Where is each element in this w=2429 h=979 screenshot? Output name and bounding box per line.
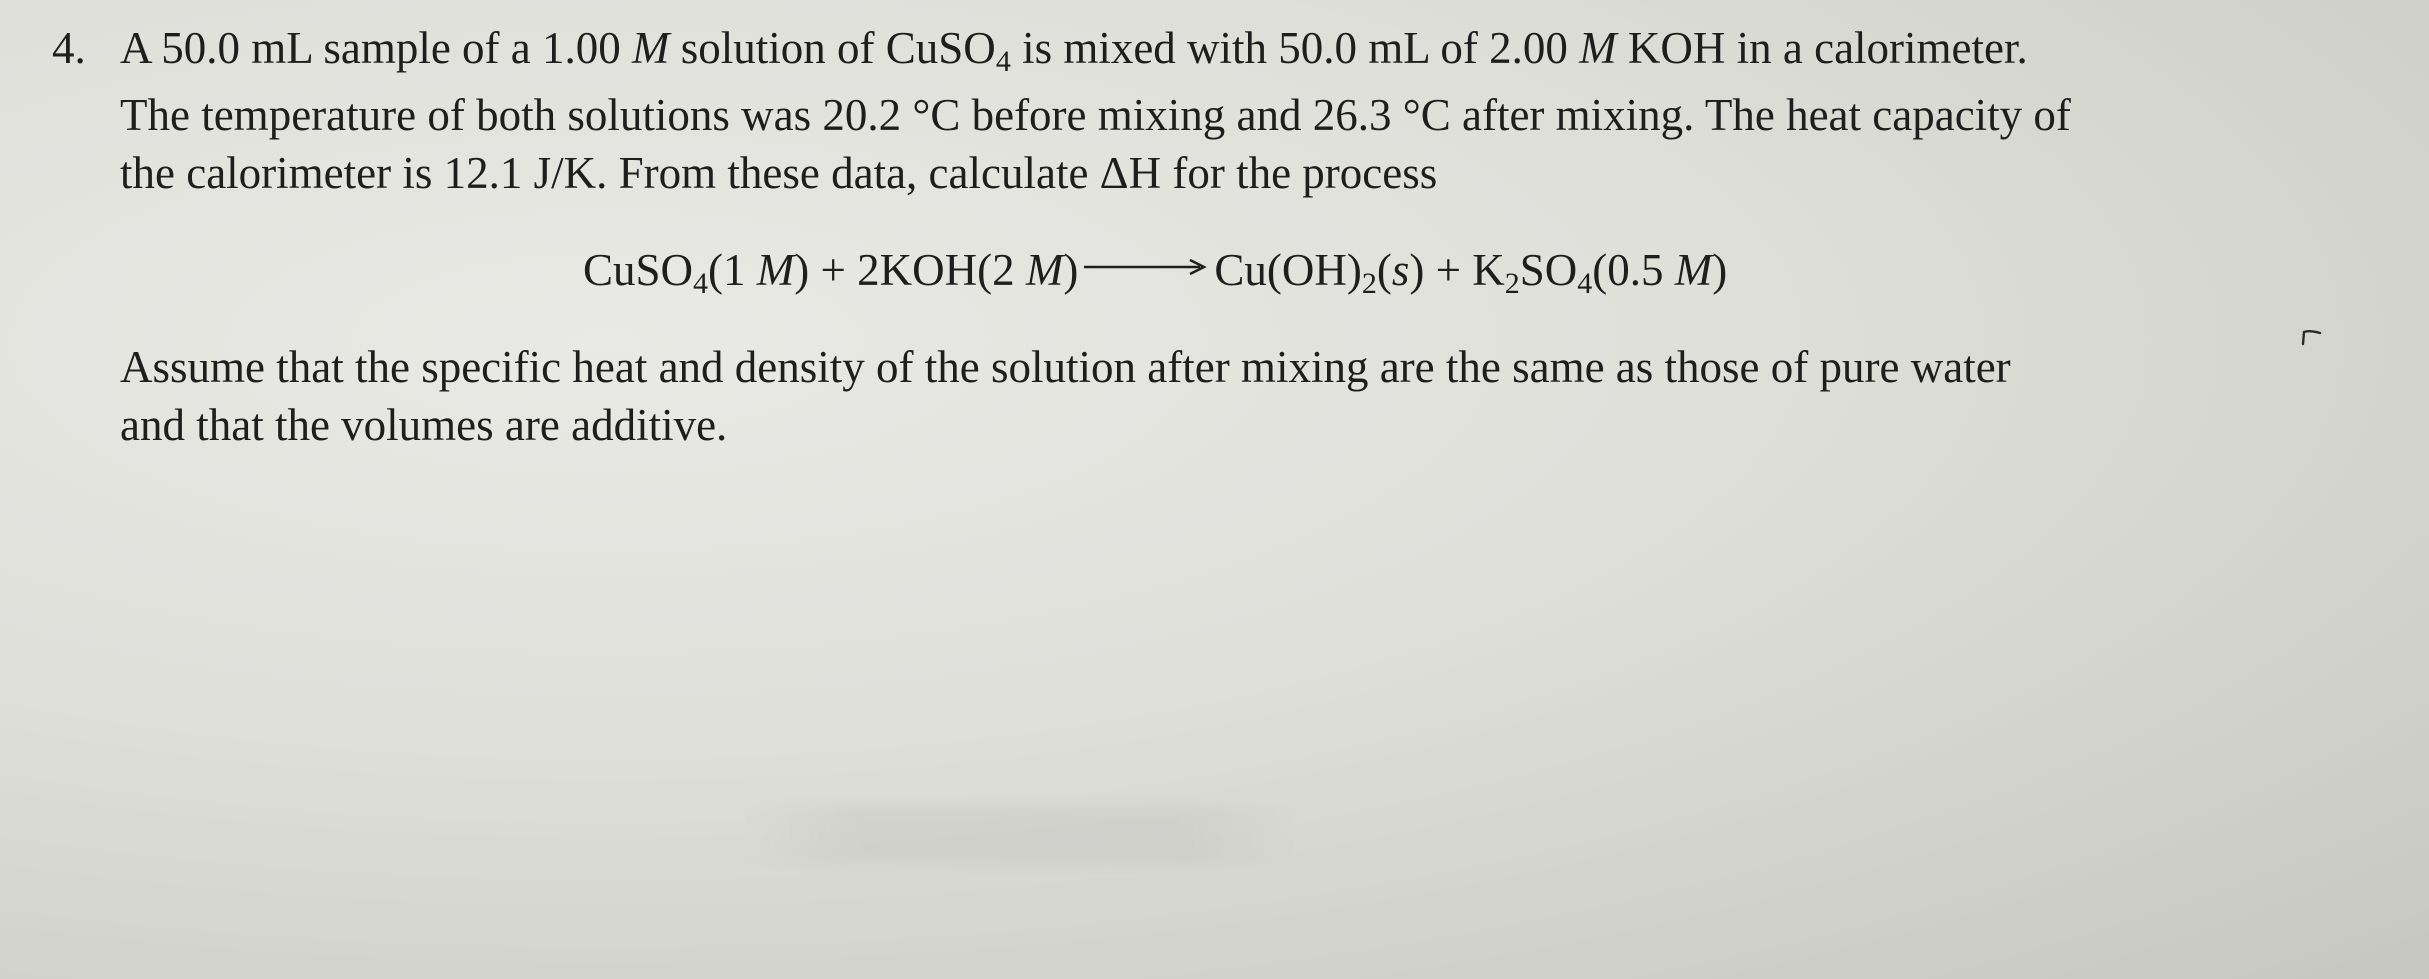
molarity-symbol: M: [1579, 23, 1617, 73]
text-segment: for the process: [1161, 148, 1438, 198]
molarity-symbol: M: [756, 245, 795, 295]
formula-text: (0.5: [1592, 245, 1675, 295]
subscript: 2: [1504, 267, 1520, 300]
subscript: 2: [1361, 267, 1377, 300]
formula-text: ): [1712, 245, 1728, 295]
formula-text: ) + K: [1409, 245, 1505, 295]
problem-number: 4.: [52, 23, 86, 73]
molarity-symbol: M: [1674, 245, 1713, 295]
text-segment: solution of CuSO: [669, 23, 996, 73]
subscript: 4: [1577, 267, 1593, 300]
problem-line-2: The temperature of both solutions was 20.2 °C before mixing and 26.3 °C after mixing. The heat capacity of: [120, 90, 2071, 140]
problem-line-1: [120, 18, 2028, 78]
problem-line-3: [120, 143, 1437, 203]
subscript: 4: [693, 267, 709, 300]
bleed-through-text: [740, 805, 1300, 865]
formula-text: (: [1376, 245, 1392, 295]
formula-text: CuSO: [583, 245, 694, 295]
molarity-symbol: M: [632, 23, 670, 73]
text-segment: A 50.0 mL sample of a 1.00: [120, 23, 633, 73]
problem-line-5: and that the volumes are additive.: [120, 400, 728, 450]
right-arrow-icon: [1082, 257, 1210, 277]
pen-mark-icon: [2300, 328, 2324, 346]
subscript: 4: [995, 45, 1011, 78]
text-segment: is mixed with 50.0 mL of 2.00: [1010, 23, 1580, 73]
formula-text: (1: [708, 245, 757, 295]
formula-text: ): [1063, 245, 1079, 295]
chemical-equation: [583, 240, 1727, 300]
formula-text: SO: [1519, 245, 1578, 295]
formula-text: ) + 2KOH(2: [794, 245, 1026, 295]
text-segment: KOH in a calorimeter.: [1616, 23, 2028, 73]
formula-text: Cu(OH): [1214, 245, 1362, 295]
text-segment: the calorimeter is 12.1 J/K. From these data, calculate ΔH: [120, 148, 1162, 198]
molarity-symbol: M: [1025, 245, 1064, 295]
state-symbol: s: [1391, 245, 1410, 295]
problem-line-4: Assume that the specific heat and density of the solution after mixing are the same as those of pure water: [120, 342, 2011, 392]
